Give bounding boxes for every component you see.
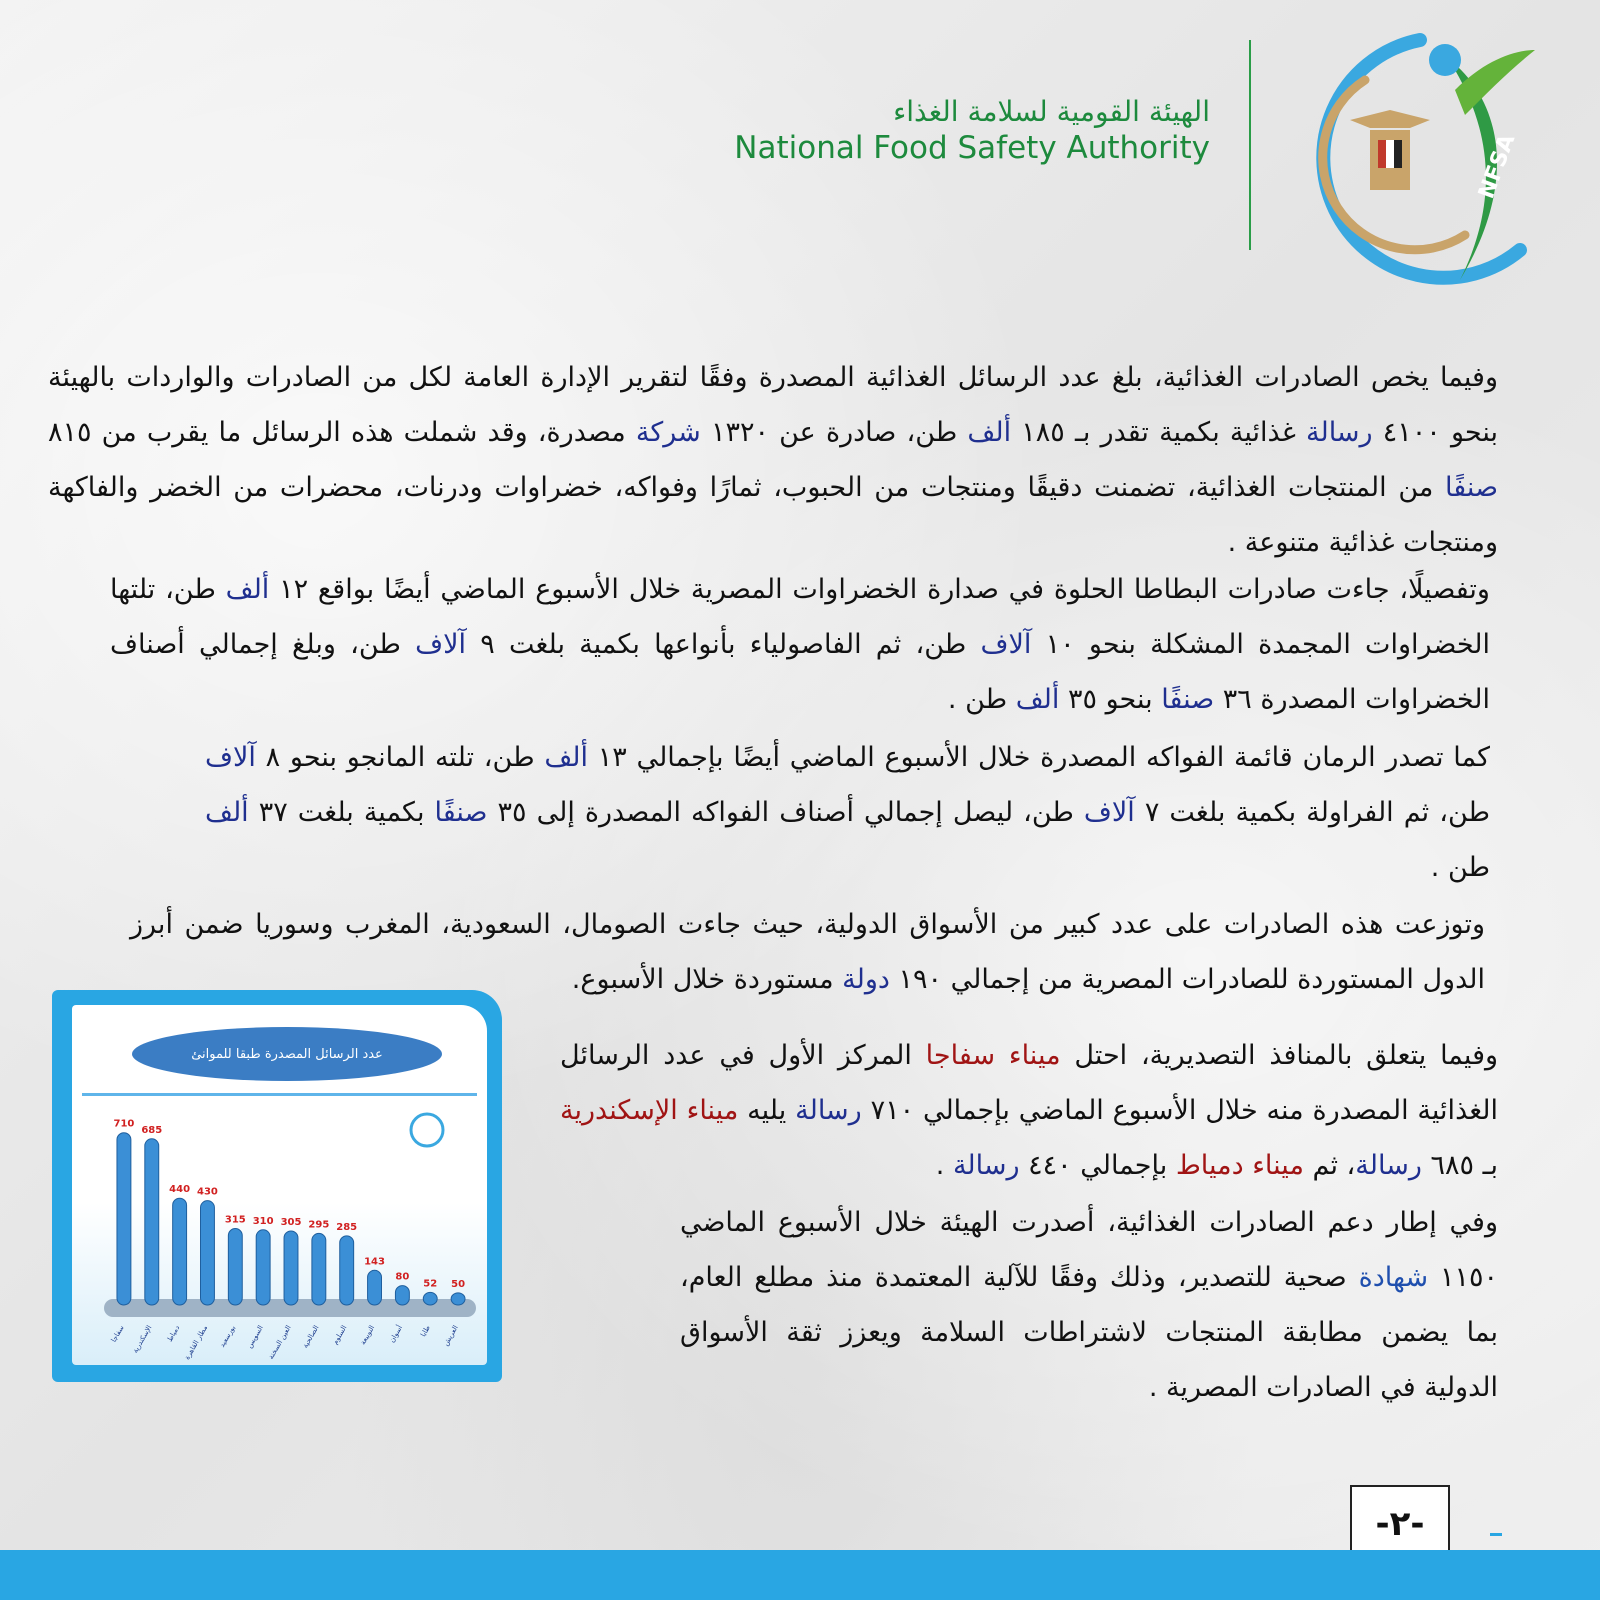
text-run: وتفصيلًا، جاءت صادرات البطاطا الحلوة في صدارة الخضراوات المصرية خلال الأسبوع الماضي أيضًا بواقع ١٢ [269, 574, 1490, 605]
chart-data-label: 315 [224, 1214, 246, 1226]
page-number: -٢- [1350, 1485, 1450, 1563]
chart-data-label: 685 [141, 1124, 163, 1136]
highlight-term: آلاف [205, 742, 256, 773]
text-run: طن، ثم الفاصولياء بأنواعها بكمية بلغت ٩ [465, 629, 981, 660]
text-run: طن، صادرة عن ١٣٢٠ [700, 417, 968, 448]
text-run: طن، ليصل إجمالي أصناف الفواكه المصدرة إلى ٣٥ [487, 797, 1084, 828]
text-run: وفيما يتعلق بالمنافذ التصديرية، احتل [1060, 1040, 1499, 1071]
chart-category-label: النويبعة [358, 1324, 377, 1347]
highlight-term: ألف [544, 742, 589, 773]
highlight-term: شهادة [1358, 1262, 1429, 1293]
text-run: كما تصدر الرمان قائمة الفواكه المصدرة خلال الأسبوع الماضي أيضًا بإجمالي ١٣ [588, 742, 1490, 773]
text-run: طن، ثم الفراولة بكمية بلغت ٧ [1134, 797, 1490, 828]
chart-category-label: دمياط [165, 1324, 182, 1344]
highlight-term: آلاف [980, 629, 1032, 660]
chart-category-label: سفاجا [109, 1324, 126, 1344]
text-run: . [935, 1150, 953, 1181]
chart-data-label: 52 [423, 1278, 438, 1290]
text-run: طن، تلته المانجو بنحو ٨ [255, 742, 545, 773]
nfsa-logo [1270, 20, 1570, 290]
text-run: يليه [738, 1095, 796, 1126]
chart-data-label: 50 [451, 1278, 466, 1290]
highlight-term: آلاف [1083, 797, 1135, 828]
logo-emblem-icon [1270, 20, 1570, 290]
highlight-term: رسالة [952, 1150, 1020, 1181]
chart-data-label: 430 [197, 1186, 218, 1198]
text-run: وفيما يخص الصادرات الغذائية، بلغ عدد الرسائل الغذائية المصدرة وفقًا لتقرير الإدارة العامة لكل من الصادرات والواردات بالهيئة بنحو ٤١٠٠ [48, 362, 1498, 448]
chart-category-label: الصالحية [301, 1324, 321, 1350]
chart-data-label: 305 [280, 1216, 302, 1228]
paragraph-certificates [680, 1195, 1498, 1415]
highlight-term: صنفًا [1445, 472, 1498, 503]
chart-data-label: 710 [113, 1118, 135, 1130]
text-run: ، ثم [1303, 1150, 1356, 1181]
footer-band [0, 1550, 1600, 1600]
paragraph-vegetables [110, 562, 1490, 727]
highlight-term: دولة [842, 964, 890, 995]
chart-category-label: السلوم [331, 1324, 349, 1346]
chart-category-label: الإسكندرية [131, 1324, 154, 1355]
chart-title: عدد الرسائل المصدرة طبقا للموانئ [132, 1027, 442, 1081]
text-run: صحية للتصدير، وذلك وفقًا للآلية المعتمدة منذ مطلع العام، بما يضمن مطابقة المنتجات لاشتراطات السلامة ويعزز ثقة الأسواق الدولية في الصادرات المصرية . [680, 1262, 1498, 1403]
chart-bar [368, 1270, 382, 1305]
chart-bar [201, 1201, 215, 1305]
paragraph-exports-summary [48, 350, 1498, 570]
text-run: بإجمالي ٤٤٠ [1019, 1150, 1176, 1181]
chart-bar [395, 1286, 409, 1305]
text-run: طن، وبلغ إجمالي أصناف الخضراوات المصدرة ٣٦ [110, 629, 1490, 715]
org-name-english: National Food Safety Authority [734, 130, 1210, 166]
highlight-term: ميناء سفاجا [925, 1040, 1061, 1071]
paragraph-ports [560, 1028, 1498, 1193]
chart-bar [284, 1231, 298, 1305]
chart-category-label: بورسعيد [218, 1324, 238, 1349]
highlight-term: صنفًا [1161, 684, 1215, 715]
highlight-term: آلاف [415, 629, 466, 660]
chart-logo-icon [411, 1114, 443, 1146]
chart-category-label: العين السخنة [266, 1324, 293, 1361]
text-run: طن . [947, 684, 1016, 715]
chart-bar [312, 1233, 326, 1305]
highlight-term: ميناء دمياط [1175, 1150, 1304, 1181]
chart-bar [451, 1293, 465, 1305]
chart-category-label: أسوان [387, 1324, 405, 1345]
chart-bar [256, 1230, 270, 1305]
text-run: من المنتجات الغذائية، تضمنت دقيقًا ومنتجات من الحبوب، ثمارًا وفواكه، خضراوات ودرنات، محضرات من الخضر والفاكهة ومنتجات غذائية متنوعة . [48, 472, 1498, 558]
highlight-term: ألف [205, 797, 249, 828]
highlight-term: شركة [635, 417, 701, 448]
chart-bar [145, 1139, 159, 1305]
chart-data-label: 295 [308, 1219, 330, 1231]
brand-block [734, 95, 1210, 166]
highlight-term: ميناء الإسكندرية [560, 1095, 739, 1126]
chart-data-label: 285 [336, 1221, 358, 1233]
text-run: بـ ٦٨٥ [1421, 1150, 1498, 1181]
chart-bar [173, 1198, 187, 1305]
logo-text: NFSA [1474, 131, 1521, 203]
text-run: بنحو ٣٥ [1059, 684, 1162, 715]
text-run: وفي إطار دعم الصادرات الغذائية، أصدرت الهيئة خلال الأسبوع الماضي ١١٥٠ [680, 1207, 1498, 1293]
text-run: غذائية بكمية تقدر بـ ١٨٥ [1011, 417, 1306, 448]
text-run: طن، تلتها الخضراوات المجمدة المشكلة بنحو ١٠ [110, 574, 1490, 660]
chart-category-label: العريش [441, 1324, 460, 1348]
chart-data-label: 310 [252, 1215, 274, 1227]
highlight-term: رسالة [1355, 1150, 1422, 1181]
chart-category-label: طابا [419, 1324, 432, 1339]
chart-bar [228, 1229, 242, 1305]
text-run: مصدرة، وقد شملت هذه الرسائل ما يقرب من ٨١٥ [48, 417, 636, 448]
text-run: طن . [1430, 852, 1490, 883]
text-run: مستوردة خلال الأسبوع. [571, 964, 843, 995]
ports-bar-chart [72, 1005, 487, 1365]
highlight-term: رسالة [795, 1095, 862, 1126]
chart-category-label: السويس [245, 1324, 265, 1350]
chart-bar [423, 1292, 437, 1305]
text-run: المركز الأول في عدد الرسائل الغذائية المصدرة منه خلال الأسبوع الماضي بإجمالي ٧١٠ [560, 1040, 1498, 1126]
highlight-term: ألف [1015, 684, 1060, 715]
chart-data-label: 143 [364, 1256, 385, 1268]
chart-data-label: 80 [395, 1271, 410, 1283]
footer-dash [1490, 1533, 1502, 1536]
org-name-arabic: الهيئة القومية لسلامة الغذاء [893, 95, 1210, 128]
chart-panel [72, 1005, 487, 1365]
chart-bar [340, 1236, 354, 1305]
highlight-term: ألف [967, 417, 1012, 448]
chart-bar [117, 1133, 131, 1305]
text-run: بكمية بلغت ٣٧ [248, 797, 435, 828]
highlight-term: ألف [225, 574, 270, 605]
paragraph-fruits [205, 730, 1490, 895]
text-run: وتوزعت هذه الصادرات على عدد كبير من الأسواق الدولية، حيث جاءت الصومال، السعودية، المغرب وسوريا ضمن أبرز الدول المستوردة للصادرات المصرية من إجمالي ١٩٠ [130, 909, 1485, 995]
highlight-term: رسالة [1306, 417, 1373, 448]
chart-frame [52, 990, 502, 1382]
highlight-term: صنفًا [434, 797, 488, 828]
header-divider [1249, 40, 1251, 250]
chart-data-label: 440 [169, 1184, 191, 1196]
chart-category-label: مطار القاهرة [183, 1324, 210, 1362]
